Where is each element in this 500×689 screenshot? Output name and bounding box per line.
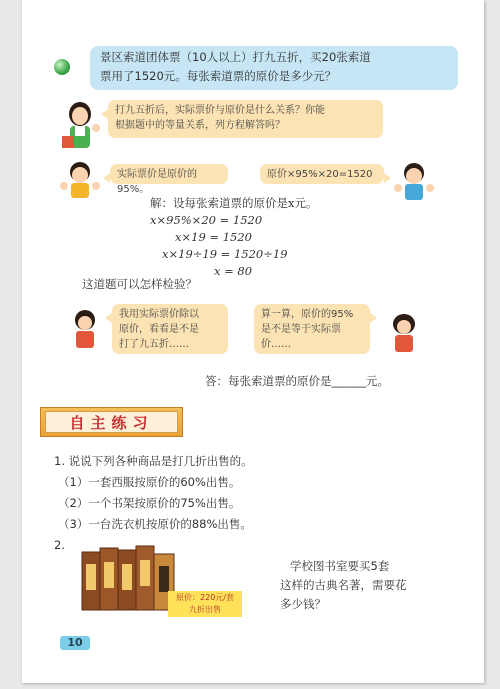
boy-bubble-text: 实际票价是原价的95%。: [117, 169, 197, 195]
teacher-speech-bubble: [108, 100, 383, 138]
problem-line-2: 票用了1520元。每张索道票的原价是多少元？: [100, 69, 337, 83]
answer-prefix: 答：每张索道票的原价是: [205, 374, 332, 388]
exercise-1-item-2: （2）一个书架按原价的75%出售。: [58, 496, 241, 510]
textbook-page: [22, 0, 484, 683]
section-banner: [40, 407, 183, 437]
books-illustration: [76, 540, 176, 614]
exercise-2-line-1: 学校图书室要买5套: [290, 559, 390, 573]
exercise-2-line-2: 这样的古典名著，需要花: [280, 578, 407, 592]
check-right-line-2: 是不是等于实际票: [261, 324, 341, 335]
price-tag-line-1: 原价：220元/套: [176, 593, 234, 602]
check-right-line-3: 价……: [261, 339, 291, 350]
section-title: 自主练习: [45, 411, 178, 433]
boy-illustration: [58, 160, 102, 200]
girl-right-illustration: [384, 312, 424, 354]
green-bullet-icon: [54, 59, 70, 75]
check-right-speech-bubble: [254, 304, 370, 354]
exercise-1-item-1: （1）一套西服按原价的60%出售。: [58, 475, 241, 489]
solution-step-3: x×19÷19 = 1520÷19: [162, 247, 288, 261]
exercise-2-line-3: 多少钱？: [280, 597, 326, 611]
student-right-bubble-text: 原价×95%×20=1520: [267, 169, 373, 180]
solution-step-4: x = 80: [214, 264, 253, 278]
problem-line-1: 景区索道团体票（10人以上）打九五折，买20张索道: [100, 50, 371, 64]
student-right-illustration: [392, 160, 436, 204]
check-left-line-2: 原价，看看是不是: [119, 324, 199, 335]
solution-step-2: x×19 = 1520: [175, 230, 252, 244]
answer-line: [205, 370, 389, 392]
price-tag: [168, 591, 242, 617]
problem-box: [90, 46, 458, 90]
check-question: 这道题可以怎样检验？: [82, 277, 197, 291]
solution-step-1: x×95%×20 = 1520: [150, 213, 263, 227]
answer-suffix: 元。: [366, 374, 389, 388]
check-left-line-3: 打了九五折……: [119, 339, 189, 350]
exercise-2-number: 2.: [54, 538, 65, 552]
check-left-speech-bubble: [112, 304, 228, 354]
student-right-speech-bubble: [260, 164, 384, 184]
teacher-bubble-line-2: 根据题中的等量关系，列方程解答吗？: [115, 120, 285, 131]
exercise-1-title: 1. 说说下列各种商品是打几折出售的。: [54, 454, 253, 468]
exercise-2-text: [280, 557, 407, 614]
check-right-line-1: 算一算，原价的95%: [261, 309, 354, 320]
solution-intro: 解：设每张索道票的原价是x元。: [150, 196, 318, 210]
girl-left-illustration: [66, 308, 104, 350]
teacher-bubble-line-1: 打九五折后，实际票价与原价是什么关系？你能: [115, 105, 325, 116]
boy-speech-bubble: [110, 164, 228, 195]
teacher-illustration: [58, 98, 104, 156]
answer-blank: ______: [331, 374, 366, 388]
price-tag-line-2: 九折出售: [189, 605, 221, 614]
page-number: 10: [60, 636, 90, 650]
check-left-line-1: 我用实际票价除以: [119, 309, 199, 320]
exercise-1-item-3: （3）一台洗衣机按原价的88%出售。: [58, 517, 252, 531]
